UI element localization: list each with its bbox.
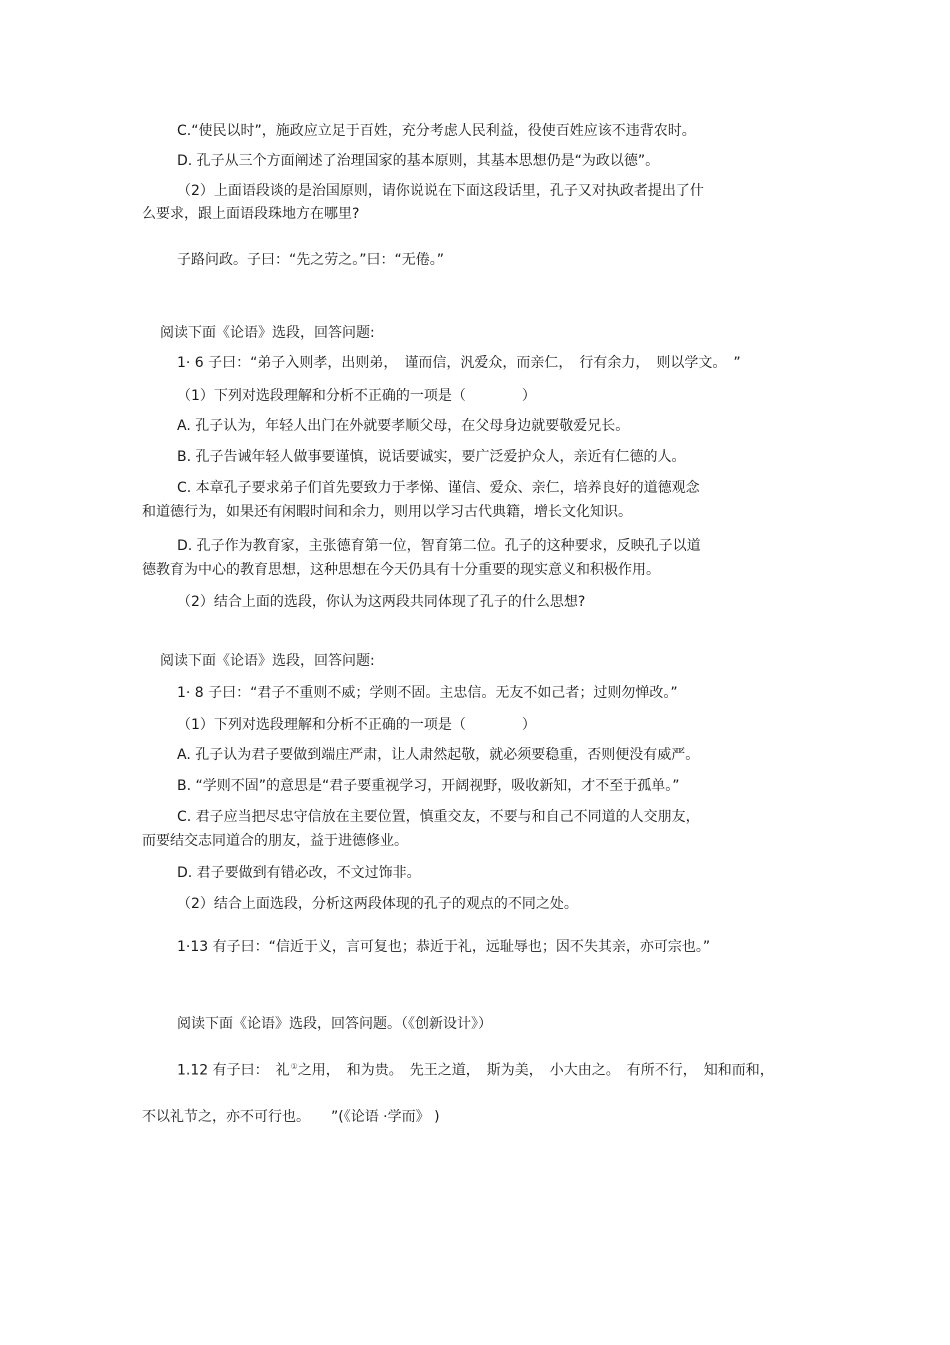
section-4-passage-line-2: 不以礼节之，亦不可行也。 ”(《论语 ·学而》 ) [142, 1109, 440, 1125]
section-3-heading: 阅读下面《论语》选段，回答问题: [160, 653, 375, 669]
option-d: D. 孔子从三个方面阐述了治理国家的基本原则，其基本思想仍是“为政以德”。 [177, 153, 660, 169]
zilu-quote: 子路问政。子曰：“先之劳之。”曰：“无倦。” [177, 252, 445, 268]
section-3-option-b: B. “学则不固”的意思是“君子要重视学习，开阔视野，吸收新知，才不至于孤单。” [177, 778, 680, 794]
section-2-option-d-line-2: 德教育为中心的教育思想，这种思想在今天仍具有十分重要的现实意义和积极作用。 [142, 562, 660, 578]
section-2-passage: 1· 6 子曰：“弟子入则孝，出则弟， 谨而信，汎爱众，而亲仁， 行有余力， 则以学文。 ” [177, 355, 741, 371]
question-2-line-1: （2）上面语段谈的是治国原则，请你说说在下面这段话里，孔子又对执政者提出了什 [177, 183, 704, 199]
section-3-question-1: （1）下列对选段理解和分析不正确的一项是（ ） [177, 717, 536, 733]
section-2-question-1: （1）下列对选段理解和分析不正确的一项是（ ） [177, 388, 536, 404]
section-2-option-c-line-1: C. 本章孔子要求弟子们首先要致力于孝悌、谨信、爱众、亲仁，培养良好的道德观念 [177, 480, 700, 496]
section-3-option-a: A. 孔子认为君子要做到端庄严肃，让人肃然起敬，就必须要稳重，否则便没有威严。 [177, 747, 700, 763]
section-3-question-2: （2）结合上面选段，分析这两段体现的孔子的观点的不同之处。 [177, 896, 578, 912]
section-2-option-c-line-2: 和道德行为，如果还有闲暇时间和余力，则用以学习古代典籍，增长文化知识。 [142, 504, 632, 520]
section-3-passage: 1· 8 子曰：“君子不重则不威；学则不固。主忠信。无友不如己者；过则勿惮改。” [177, 685, 678, 701]
section-3-option-c-line-1: C. 君子应当把尽忠守信放在主要位置，慎重交友，不要与和自己不同道的人交朋友， [177, 809, 700, 825]
question-2-line-2: 么要求，跟上面语段珠地方在哪里? [142, 206, 360, 222]
section-4-passage-line-1 [177, 1058, 774, 1080]
section-2-question-2: （2）结合上面的选段，你认为这两段共同体现了孔子的什么思想? [177, 594, 586, 610]
section-3-quote: 1·13 有子曰：“信近于义，言可复也；恭近于礼，远耻辱也；因不失其亲，亦可宗也。” [177, 939, 711, 955]
passage-text-before-note: 1.12 有子曰： 礼 [177, 1062, 290, 1079]
section-4-heading: 阅读下面《论语》选段，回答问题。（《创新设计》） [177, 1016, 492, 1032]
section-3-option-c-line-2: 而要结交志同道合的朋友，益于进德修业。 [142, 833, 408, 849]
section-2-option-b: B. 孔子告诫年轻人做事要谨慎，说话要诚实，要广泛爱护众人，亲近有仁德的人。 [177, 449, 686, 465]
passage-text-after-note: 之用， 和为贵。 先王之道， 斯为美， 小大由之。 有所不行， 知和而和， [297, 1062, 774, 1079]
option-c: C.“使民以时”，施政应立足于百姓，充分考虑人民利益，役使百姓应该不违背农时。 [177, 123, 696, 139]
footnote-marker: ① [290, 1062, 298, 1071]
section-2-option-a: A. 孔子认为，年轻人出门在外就要孝顺父母，在父母身边就要敬爱兄长。 [177, 418, 630, 434]
section-3-option-d: D. 君子要做到有错必改，不文过饰非。 [177, 865, 421, 881]
section-2-option-d-line-1: D. 孔子作为教育家，主张德育第一位，智育第二位。孔子的这种要求，反映孔子以道 [177, 538, 701, 554]
section-2-heading: 阅读下面《论语》选段，回答问题: [160, 325, 375, 341]
